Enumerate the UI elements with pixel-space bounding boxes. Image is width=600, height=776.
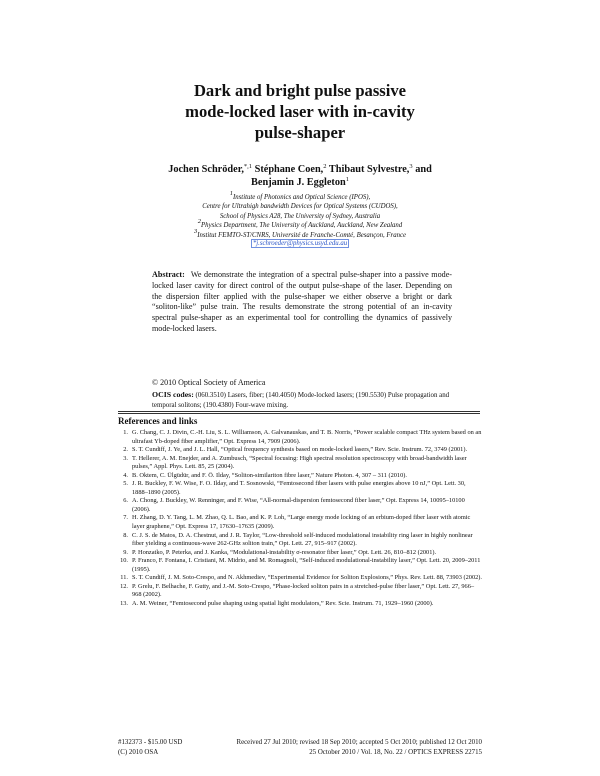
email-line bbox=[120, 240, 480, 247]
email-link[interactable]: *j.schroeder@physics.usyd.edu.au bbox=[252, 240, 348, 247]
affiliation-line bbox=[120, 218, 480, 230]
affiliation-sup: 2 bbox=[197, 218, 202, 226]
ocis-label: OCIS codes: bbox=[152, 390, 194, 399]
reference-text: J. R. Buckley, F. W. Wise, F. O. Ilday, and T. Sosnowski, “Femtosecond fiber lasers with pulse energies above 10 nJ,” Opt. Lett. 30, 1888–1890 (2005). bbox=[132, 480, 466, 496]
copyright-notice: © 2010 Optical Society of America bbox=[152, 378, 266, 387]
reference-text: P. Franco, F. Fontana, I. Cristiani, M. Midrio, and M. Romagnoli, “Self-induced modulational-instability laser,” Opt. Lett. 20, 2009–2011 (1995). bbox=[132, 557, 481, 573]
reference-number: 1. bbox=[123, 429, 128, 436]
reference-number: 10. bbox=[120, 557, 128, 565]
reference-item bbox=[118, 472, 482, 481]
reference-text: G. Chang, C. J. Divin, C.-H. Liu, S. L. Williamson, A. Galvanauskas, and T. B. Norris, “Power scalable compact THz system based on an ultrafast Yb-doped fiber amplifier,” Opt. Express 14, 7909 (2006). bbox=[132, 429, 482, 445]
author-name: Benjamin J. Eggleton bbox=[251, 177, 346, 188]
paper-title bbox=[120, 80, 480, 143]
reference-item bbox=[118, 497, 482, 514]
references-heading: References and links bbox=[118, 416, 198, 426]
ocis-codes bbox=[152, 390, 452, 410]
affiliations bbox=[120, 190, 480, 240]
reference-number: 2. bbox=[123, 446, 128, 454]
author-affil-sup: 3 bbox=[409, 163, 413, 170]
reference-number: 4. bbox=[123, 471, 128, 479]
abstract bbox=[152, 270, 452, 335]
reference-text: A. Chong, J. Buckley, W. Renninger, and F. Wise, “All-normal-dispersion femtosecond fiber laser,” Opt. Express 14, 10095–10100 (2006). bbox=[132, 497, 465, 513]
reference-item bbox=[118, 600, 482, 609]
footer-article-code: #132373 - $15.00 USD bbox=[118, 739, 183, 746]
reference-text: A. M. Weiner, “Femtosecond pulse shaping using spatial light modulators,” Rev. Scie. Instrum. 71, 1929–1960 (2000). bbox=[132, 599, 434, 607]
ocis-text: (060.3510) Lasers, fiber; (140.4050) Mode-locked lasers; (190.5530) Pulse propagation and temporal solitons; (190.4380) Four-wave mixing. bbox=[152, 392, 450, 409]
author-name: Jochen Schröder, bbox=[168, 164, 244, 175]
footer-copyright: (C) 2010 OSA bbox=[118, 748, 159, 756]
reference-number: 5. bbox=[123, 480, 128, 488]
reference-number: 11. bbox=[120, 574, 128, 582]
author-affil-sup: 2 bbox=[323, 163, 327, 170]
reference-item bbox=[118, 549, 482, 558]
reference-number: 3. bbox=[123, 454, 128, 462]
reference-text: S. T. Cundiff, J. Ye, and J. L. Hall, “Optical frequency synthesis based on mode-locked lasers,” Rev. Scie. Instrum. 72, 3749 (2001). bbox=[132, 446, 468, 454]
reference-text: H. Zhang, D. Y. Tang, L. M. Zhao, Q. L. Bao, and K. P. Loh, “Large energy mode locking of an erbium-doped fiber laser with atomic layer graphene,” Opt. Express 17, 17630–17635 (2009). bbox=[132, 514, 471, 531]
author-affil-sup: *,1 bbox=[243, 163, 253, 170]
author-name: Stéphane Coen, bbox=[254, 164, 324, 175]
title-line: mode-locked laser with in-cavity bbox=[185, 102, 415, 121]
affiliation-line bbox=[120, 190, 480, 202]
affiliation-text: Institut FEMTO-ST/CNRS, Université de Franche-Comté, Besançon, France bbox=[197, 231, 407, 239]
reference-item bbox=[118, 583, 482, 600]
affiliation-text: Physics Department, The University of Auckland, Auckland, New Zealand bbox=[201, 222, 403, 230]
reference-text: C. J. S. de Matos, D. A. Chestnut, and J. R. Taylor, “Low-threshold self-induced modulational instability ring laser in highly nonlinear fiber yielding a continuous-wave 262-GHz soliton train,” Opt. Lett. 27, 915–917 (2002). bbox=[132, 531, 473, 548]
reference-text: P. Grelu, F. Belhache, F. Gutty, and J.-M. Soto-Crespo, “Phase-locked soliton pairs in a stretched-pulse fiber laser,” Opt. Lett. 27, 966–968 (2002). bbox=[132, 582, 475, 599]
affiliation-text: School of Physics A28, The University of Sydney, Australia bbox=[219, 212, 381, 220]
reference-item bbox=[118, 557, 482, 574]
reference-item bbox=[118, 480, 482, 497]
reference-item bbox=[118, 446, 482, 455]
title-line: pulse-shaper bbox=[254, 123, 346, 142]
footer-history: Received 27 Jul 2010; revised 18 Sep 2010; accepted 5 Oct 2010; published 12 Oct 2010 bbox=[236, 739, 482, 746]
reference-text: S. T. Cundiff, J. M. Soto-Crespo, and N. Akhmediev, “Experimental Evidence for Soliton Explosions,” Phys. Rev. Lett. 88, 73903 (2002). bbox=[132, 574, 482, 582]
section-divider bbox=[118, 413, 480, 414]
abstract-label: Abstract: bbox=[152, 270, 185, 279]
reference-list bbox=[118, 429, 482, 608]
author-conjunction: and bbox=[415, 164, 432, 175]
reference-number: 13. bbox=[120, 599, 128, 607]
reference-text: B. Oktem, C. Ülgüdür, and F. Ö. Ilday, “Soliton-similariton fibre laser,” Nature Photon. 4, 307 – 311 (2010). bbox=[132, 471, 407, 479]
author-name: Thibaut Sylvestre, bbox=[328, 164, 410, 175]
page-footer bbox=[118, 738, 482, 757]
reference-item bbox=[118, 429, 482, 446]
author-list bbox=[120, 163, 480, 189]
reference-number: 12. bbox=[120, 582, 128, 590]
affiliation-sup: 1 bbox=[229, 190, 233, 197]
affiliation-line bbox=[120, 212, 480, 221]
author-affil-sup: 1 bbox=[345, 176, 349, 183]
reference-item bbox=[118, 574, 482, 583]
reference-number: 8. bbox=[123, 531, 128, 539]
abstract-text: We demonstrate the integration of a spectral pulse-shaper into a passive mode-locked laser cavity for direct control of the output pulse-shape of the laser. Depending on the dispersion filter applied with the pulse-shaper we either observe a bright or dark “soliton-like” pulse train. The results demonstrate the strong potential of an in-cavity spectral pulse-shaper as an experimental tool for controlling the dynamics of passively mode-locked lasers. bbox=[152, 270, 452, 333]
title-line: Dark and bright pulse passive bbox=[193, 81, 407, 100]
reference-number: 9. bbox=[123, 548, 128, 556]
reference-text: P. Honzatko, P. Peterka, and J. Kanka, “Modulational-instability σ-resonator fiber laser,” Opt. Lett. 26, 810–812 (2001). bbox=[132, 548, 437, 556]
reference-text: T. Hellerer, A. M. Enejder, and A. Zumbusch, “Spectral focusing: High spectral resolution spectroscopy with broad-bandwidth laser pulses,” Appl. Phys. Lett. 85, 25 (2004). bbox=[132, 454, 467, 471]
reference-number: 6. bbox=[123, 497, 128, 505]
footer-journal-info: 25 October 2010 / Vol. 18, No. 22 / OPTICS EXPRESS 22715 bbox=[309, 748, 482, 756]
affiliation-sup: 3 bbox=[193, 227, 198, 235]
affiliation-line bbox=[120, 202, 480, 211]
reference-item bbox=[118, 455, 482, 472]
affiliation-text: Centre for Ultrahigh bandwidth Devices for Optical Systems (CUDOS), bbox=[202, 203, 398, 211]
affiliation-text: Institute of Photonics and Optical Science (IPOS), bbox=[233, 194, 371, 201]
reference-item bbox=[118, 532, 482, 549]
reference-number: 7. bbox=[123, 514, 128, 522]
reference-item bbox=[118, 514, 482, 531]
